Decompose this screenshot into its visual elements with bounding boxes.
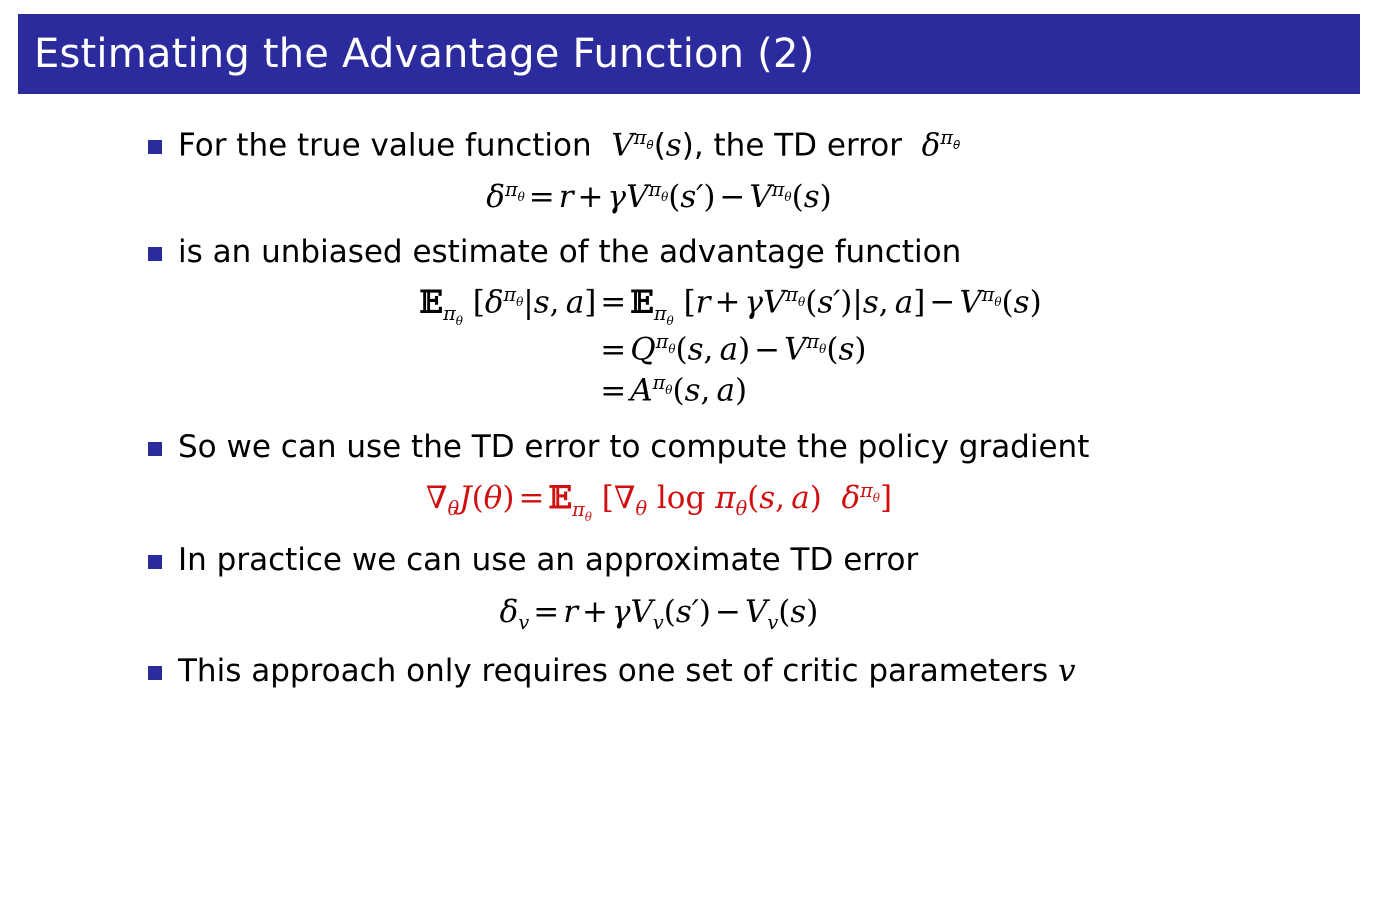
list-item [0, 652, 1378, 691]
equation-line-1: 𝔼$_{\pi_\theta}$ [$\delta^{\pi_\theta}|s$, a] = 𝔼$_{\pi_\theta}$ [$r + \gamma V^{\pi_\theta}(s')|s$, $a] - V^{\pi_\theta}(s)$ = $Q^{\pi_\theta}(s$, $a) - V^{\pi_\theta}(s)$ = $A^{\pi_\theta}(s$, a) [419, 283, 1042, 409]
bullet-square-icon [148, 140, 162, 154]
slide-content [0, 96, 1378, 693]
bullet-square-icon [148, 247, 162, 261]
bullet-5-label: This approach only requires one set of critic parameters v [178, 652, 1076, 689]
bullet-square-icon [148, 666, 162, 680]
bullet-square-icon [148, 555, 162, 569]
list-item [0, 233, 1378, 272]
bullet-2-label: is an unbiased estimate of the advantage function [178, 234, 962, 271]
list-item [0, 428, 1378, 467]
bullet-square-icon [148, 442, 162, 456]
slide-title-bar [18, 14, 1360, 94]
list-item [0, 126, 1378, 165]
equation-policy-gradient: $\nabla_\theta J(\theta)$ = 𝔼$_{\pi_\theta}$ [$\nabla_\theta$ $\log \pi_\theta(s$, a) $\delta^{\pi_\theta}$] [425, 479, 893, 524]
bullet-4-label: In practice we can use an approximate TD error [178, 541, 919, 578]
equation-td-error: $\delta^{\pi_\theta} = r + \gamma V^{\pi_\theta}(s') - V^{\pi_\theta}(s)$ [486, 177, 832, 216]
page-title: Estimating the Advantage Function (2) [34, 31, 815, 77]
bullet-3-label: So we can use the TD error to compute the policy gradient [178, 428, 1090, 465]
equation-unbiased-estimate [0, 282, 1378, 412]
equation-approximate-td-error: $\delta_v = r + \gamma V_v(s') - V_v(s)$ [499, 593, 819, 634]
list-item [0, 541, 1378, 580]
bullet-1-label: For the true value function $V^{\pi_\theta}(s)$, the TD error $\delta^{\pi_\theta}$ [178, 126, 961, 164]
